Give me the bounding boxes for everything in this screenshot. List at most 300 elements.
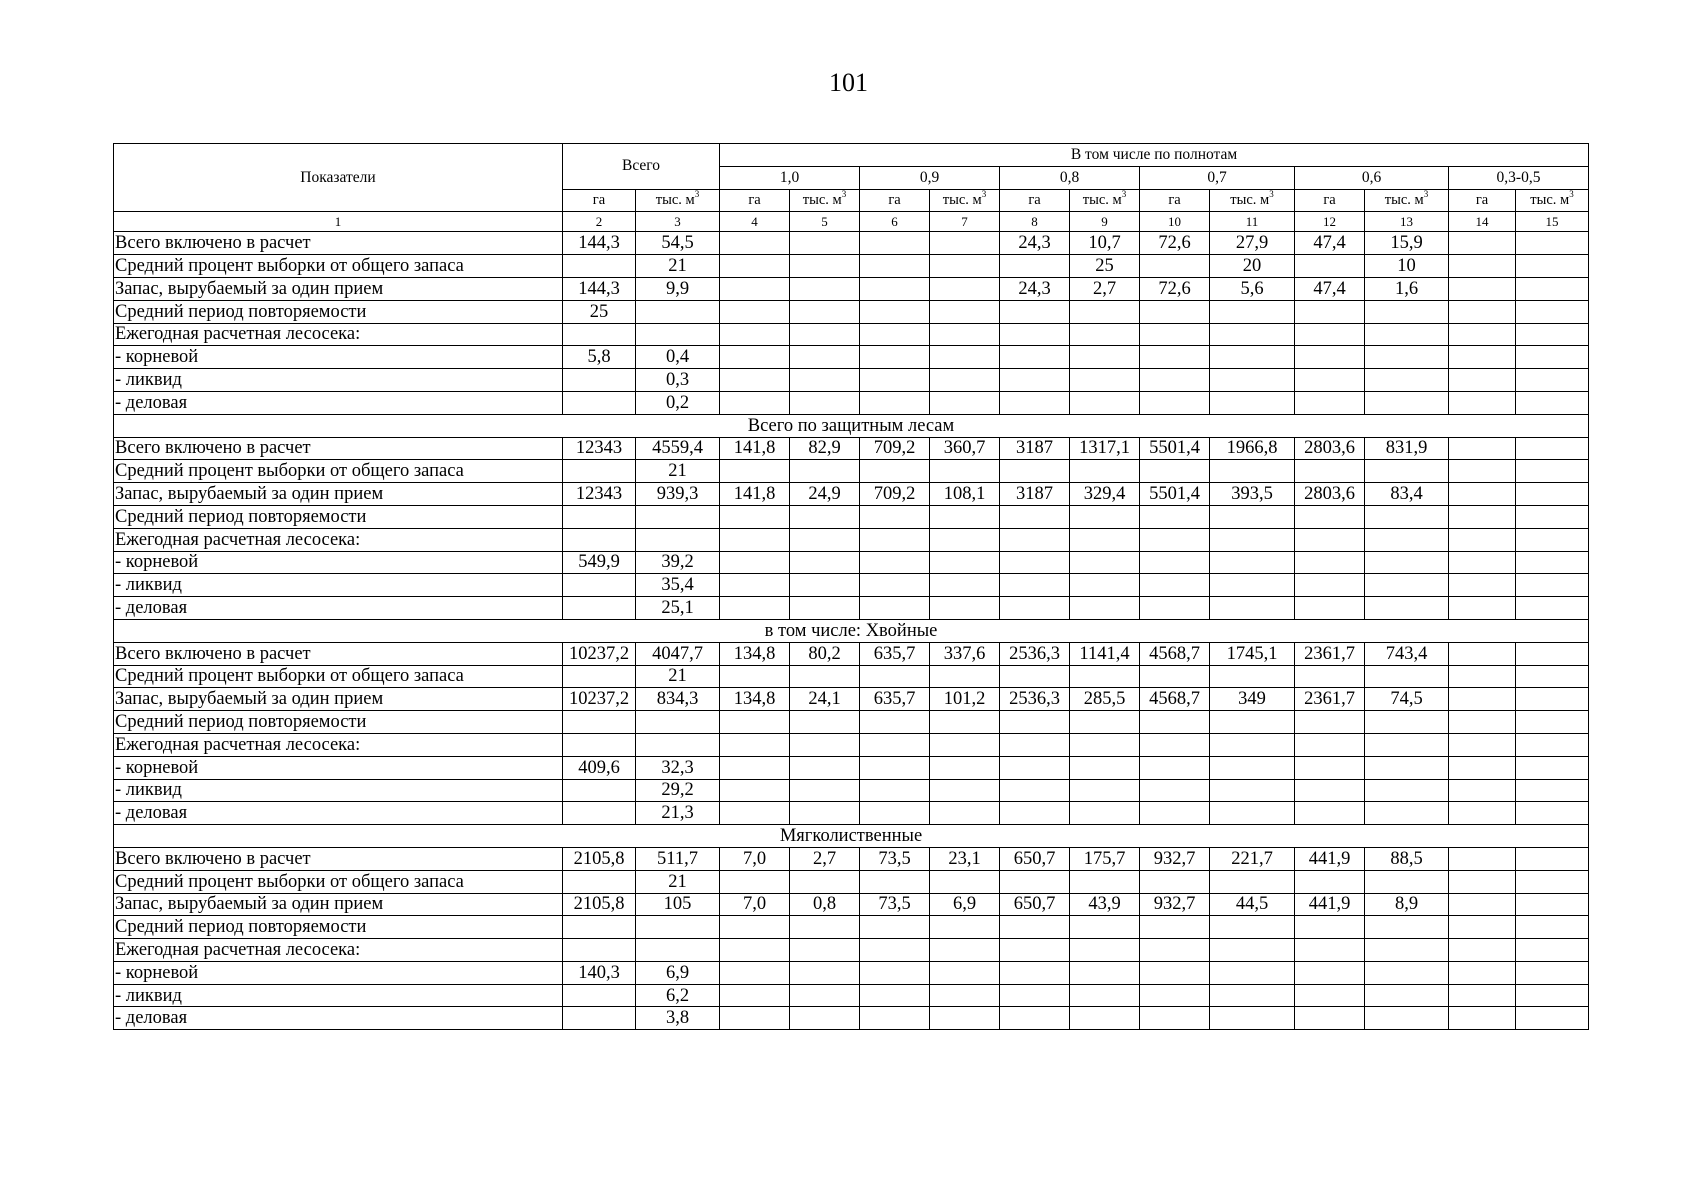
table-cell [860,232,930,255]
table-cell [1449,483,1516,506]
table-cell [1365,1007,1449,1030]
table-cell [860,460,930,483]
table-cell: 10 [1365,255,1449,278]
table-cell [860,756,930,779]
unit-volume-superscript: 3 [841,189,847,200]
table-cell [1000,665,1070,688]
header-density: 0,8 [1000,166,1140,189]
table-cell: 337,6 [930,642,1000,665]
table-cell [1140,505,1210,528]
table-cell [720,984,790,1007]
table-cell [860,916,930,939]
table-cell [1295,528,1365,551]
table-cell [860,255,930,278]
table-cell [563,391,636,414]
table-cell [1000,300,1070,323]
table-cell: 834,3 [636,688,720,711]
table-cell [790,300,860,323]
table-cell [1140,323,1210,346]
table-cell [790,939,860,962]
table-cell: 32,3 [636,756,720,779]
table-cell [1210,300,1295,323]
table-cell [720,505,790,528]
table-cell: 549,9 [563,551,636,574]
table-cell [860,939,930,962]
table-cell: 175,7 [1070,847,1140,870]
table-cell [1070,756,1140,779]
table-cell [563,802,636,825]
table-cell [930,1007,1000,1030]
table-cell: 72,6 [1140,232,1210,255]
table-cell [1449,346,1516,369]
table-cell [1449,665,1516,688]
table-row [114,597,1589,620]
table-cell: 141,8 [720,483,790,506]
table-cell: 6,2 [636,984,720,1007]
table-cell [636,505,720,528]
table-cell [930,733,1000,756]
table-cell [720,1007,790,1030]
table-cell [1210,802,1295,825]
table-cell: 5,8 [563,346,636,369]
header-density: 0,6 [1295,166,1449,189]
table-cell: 4047,7 [636,642,720,665]
table-cell: 1,6 [1365,277,1449,300]
table-cell: 24,1 [790,688,860,711]
table-cell: 21 [636,460,720,483]
table-cell [1365,711,1449,734]
table-cell: 2803,6 [1295,483,1365,506]
table-cell [860,984,930,1007]
table-cell [790,323,860,346]
table-cell [930,802,1000,825]
row-label: - корневой [114,551,563,574]
table-cell: 12343 [563,437,636,460]
table-cell [930,574,1000,597]
header-density-group: В том числе по полнотам [720,144,1589,167]
table-cell [1295,711,1365,734]
table-cell [1000,984,1070,1007]
row-label: Средний процент выборки от общего запаса [114,255,563,278]
table-row [114,984,1589,1007]
table-cell [1449,847,1516,870]
table-cell [1000,597,1070,620]
table-cell: 101,2 [930,688,1000,711]
table-cell [1516,916,1589,939]
table-cell [1210,756,1295,779]
table-cell [1516,665,1589,688]
table-row [114,300,1589,323]
table-cell: 35,4 [636,574,720,597]
header-row-column-numbers [114,212,1589,232]
table-cell: 932,7 [1140,893,1210,916]
row-label: Средний период повторяемости [114,711,563,734]
table-cell [720,391,790,414]
column-number: 4 [720,212,790,232]
table-cell: 5501,4 [1140,483,1210,506]
section-title: Мягколиственные [114,825,1589,848]
unit-volume-superscript: 3 [694,189,700,200]
column-number: 8 [1000,212,1070,232]
table-cell [1365,574,1449,597]
header-total: Всего [563,144,720,190]
unit-ha: га [1449,189,1516,212]
table-cell [930,369,1000,392]
table-cell [1000,391,1070,414]
table-cell [1140,733,1210,756]
table-cell: 25,1 [636,597,720,620]
table-cell: 105 [636,893,720,916]
table-cell [1210,1007,1295,1030]
table-cell [1210,551,1295,574]
table-cell [636,916,720,939]
column-number: 5 [790,212,860,232]
table-cell [790,802,860,825]
row-label: Всего включено в расчет [114,232,563,255]
table-cell [1295,505,1365,528]
table-cell [563,984,636,1007]
table-cell [1140,916,1210,939]
table-cell [1140,961,1210,984]
table-cell [1000,574,1070,597]
table-cell: 441,9 [1295,893,1365,916]
table-cell [1140,391,1210,414]
table-cell [1365,984,1449,1007]
table-cell [1365,870,1449,893]
table-row [114,688,1589,711]
table-cell: 4559,4 [636,437,720,460]
table-cell [1000,870,1070,893]
table-cell [1070,574,1140,597]
table-cell: 134,8 [720,642,790,665]
table-cell [1365,528,1449,551]
row-label: Средний период повторяемости [114,916,563,939]
row-label: - корневой [114,346,563,369]
table-cell [1365,391,1449,414]
row-label: - деловая [114,391,563,414]
table-cell: 3,8 [636,1007,720,1030]
table-cell [1516,369,1589,392]
table-cell [563,939,636,962]
table-cell [1516,300,1589,323]
table-row [114,711,1589,734]
table-cell: 29,2 [636,779,720,802]
table-cell [790,916,860,939]
table-cell [1449,277,1516,300]
table-cell: 24,9 [790,483,860,506]
unit-ha: га [860,189,930,212]
table-cell: 1966,8 [1210,437,1295,460]
unit-volume: тыс. $м^3$ [1516,189,1589,212]
table-cell [1516,779,1589,802]
header-density: 0,7 [1140,166,1295,189]
table-cell: 5,6 [1210,277,1295,300]
table-cell [1070,323,1140,346]
unit-volume-superscript: 3 [1569,189,1574,200]
table-cell [860,779,930,802]
table-cell [930,255,1000,278]
row-label: - ликвид [114,369,563,392]
table-cell [930,939,1000,962]
table-cell: 7,0 [720,893,790,916]
table-cell [1516,756,1589,779]
table-cell [1070,505,1140,528]
table-cell: 0,4 [636,346,720,369]
table-cell [1070,1007,1140,1030]
table-cell [1000,323,1070,346]
unit-volume: тыс. $м^3$ [1210,189,1295,212]
table-cell [563,597,636,620]
table-cell [1516,961,1589,984]
table-cell [860,711,930,734]
table-row [114,551,1589,574]
unit-volume: тыс. $м^3$ [1365,189,1449,212]
table-cell: 54,5 [636,232,720,255]
table-cell [1210,574,1295,597]
table-row [114,232,1589,255]
table-cell [1516,733,1589,756]
table-cell [563,369,636,392]
table-cell [1449,323,1516,346]
table-cell [860,1007,930,1030]
table-cell [1210,391,1295,414]
table-cell [1070,870,1140,893]
table-cell [1516,277,1589,300]
table-cell [1295,756,1365,779]
table-cell [1295,323,1365,346]
table-cell [1295,733,1365,756]
table-cell [790,733,860,756]
table-cell [720,939,790,962]
table-cell [1070,597,1140,620]
table-cell [1140,528,1210,551]
section-title: в том числе: Хвойные [114,619,1589,642]
table-cell [1365,346,1449,369]
table-body [114,144,1589,1030]
table-cell [930,756,1000,779]
table-cell [1140,574,1210,597]
table-cell [1516,893,1589,916]
table-cell [563,1007,636,1030]
table-cell: 10237,2 [563,688,636,711]
table-cell [860,733,930,756]
row-label: Средний процент выборки от общего запаса [114,460,563,483]
table-row [114,939,1589,962]
table-cell: 44,5 [1210,893,1295,916]
table-cell: 932,7 [1140,847,1210,870]
table-cell [563,916,636,939]
table-cell: 221,7 [1210,847,1295,870]
table-cell [1449,1007,1516,1030]
table-cell [1070,551,1140,574]
table-cell: 140,3 [563,961,636,984]
table-cell [1516,1007,1589,1030]
table-cell: 144,3 [563,232,636,255]
table-cell: 82,9 [790,437,860,460]
table-cell [1070,916,1140,939]
table-cell [1516,460,1589,483]
column-number: 14 [1449,212,1516,232]
table-row [114,346,1589,369]
table-cell: 285,5 [1070,688,1140,711]
table-cell [1449,733,1516,756]
table-cell [1365,961,1449,984]
unit-volume-superscript: 3 [1121,189,1127,200]
table-cell: 0,2 [636,391,720,414]
table-cell [1140,802,1210,825]
table-cell [860,665,930,688]
table-cell [1000,802,1070,825]
cutting-area-table [113,143,1589,1030]
table-cell: 743,4 [1365,642,1449,665]
table-cell [930,961,1000,984]
unit-volume-superscript: 3 [1423,189,1429,200]
table-cell: 939,3 [636,483,720,506]
table-cell [1516,688,1589,711]
table-cell [1210,711,1295,734]
table-cell: 360,7 [930,437,1000,460]
row-label: Ежегодная расчетная лесосека: [114,323,563,346]
table-cell: 709,2 [860,483,930,506]
table-cell: 3187 [1000,437,1070,460]
table-cell [1140,255,1210,278]
table-cell [1295,346,1365,369]
table-cell [1140,346,1210,369]
column-number: 10 [1140,212,1210,232]
unit-volume-superscript: 3 [1269,189,1274,200]
table-cell: 393,5 [1210,483,1295,506]
table-cell [563,323,636,346]
row-label: - корневой [114,756,563,779]
table-cell [860,528,930,551]
table-cell [1000,779,1070,802]
table-cell [1449,939,1516,962]
table-cell [1140,1007,1210,1030]
table-cell [1516,528,1589,551]
table-cell [720,369,790,392]
table-cell: 20 [1210,255,1295,278]
table-cell [930,505,1000,528]
table-cell [1516,642,1589,665]
table-cell: 9,9 [636,277,720,300]
table-cell [1295,300,1365,323]
table-cell [720,323,790,346]
table-cell [790,391,860,414]
table-cell [930,391,1000,414]
table-cell [720,756,790,779]
table-cell [563,779,636,802]
header-indicator: Показатели [114,144,563,212]
table-cell: 21 [636,870,720,893]
table-cell [1070,528,1140,551]
table-cell [1516,939,1589,962]
table-cell [720,597,790,620]
table-cell [720,733,790,756]
table-cell [1295,460,1365,483]
table-cell: 10237,2 [563,642,636,665]
table-cell [1449,984,1516,1007]
table-cell: 650,7 [1000,893,1070,916]
table-cell [720,779,790,802]
table-cell [790,1007,860,1030]
table-cell [720,232,790,255]
table-cell [1295,665,1365,688]
table-cell [1000,528,1070,551]
table-cell [1365,733,1449,756]
row-label: Ежегодная расчетная лесосека: [114,733,563,756]
table-cell [720,551,790,574]
table-cell [1140,984,1210,1007]
table-cell [1210,916,1295,939]
row-label: Средний процент выборки от общего запаса [114,665,563,688]
table-cell [790,984,860,1007]
section-title-row [114,619,1589,642]
table-cell [1210,733,1295,756]
table-cell: 47,4 [1295,277,1365,300]
table-cell [1210,460,1295,483]
table-cell: 27,9 [1210,232,1295,255]
table-cell [1295,551,1365,574]
row-label: Средний процент выборки от общего запаса [114,870,563,893]
table-cell [1516,483,1589,506]
table-cell [1210,323,1295,346]
row-label: - ликвид [114,574,563,597]
header-density: 0,9 [860,166,1000,189]
table-cell: 1745,1 [1210,642,1295,665]
table-cell [1070,391,1140,414]
header-density: 0,3-0,5 [1449,166,1589,189]
table-row [114,369,1589,392]
header-density: 1,0 [720,166,860,189]
table-cell [1070,460,1140,483]
table-cell [1210,346,1295,369]
table-cell [790,597,860,620]
table-cell [930,665,1000,688]
table-cell [563,870,636,893]
table-cell [1295,597,1365,620]
table-cell: 4568,7 [1140,688,1210,711]
table-cell: 1317,1 [1070,437,1140,460]
table-cell [636,323,720,346]
table-cell [1070,984,1140,1007]
table-cell [1140,369,1210,392]
table-cell: 12343 [563,483,636,506]
table-cell [1449,961,1516,984]
table-cell [860,300,930,323]
table-cell [563,528,636,551]
table-cell [790,232,860,255]
table-cell [930,460,1000,483]
table-cell [930,597,1000,620]
table-cell [790,346,860,369]
table-cell [636,300,720,323]
table-cell: 83,4 [1365,483,1449,506]
table-cell: 15,9 [1365,232,1449,255]
table-cell: 3187 [1000,483,1070,506]
table-cell [720,802,790,825]
row-label: Запас, вырубаемый за один прием [114,893,563,916]
page-number: 101 [829,68,868,97]
table-cell [1449,642,1516,665]
table-cell [930,870,1000,893]
table-cell [1210,369,1295,392]
table-cell [860,505,930,528]
unit-ha: га [1295,189,1365,212]
table-cell [860,277,930,300]
table-cell [1140,597,1210,620]
table-cell [1000,460,1070,483]
table-cell [1365,369,1449,392]
